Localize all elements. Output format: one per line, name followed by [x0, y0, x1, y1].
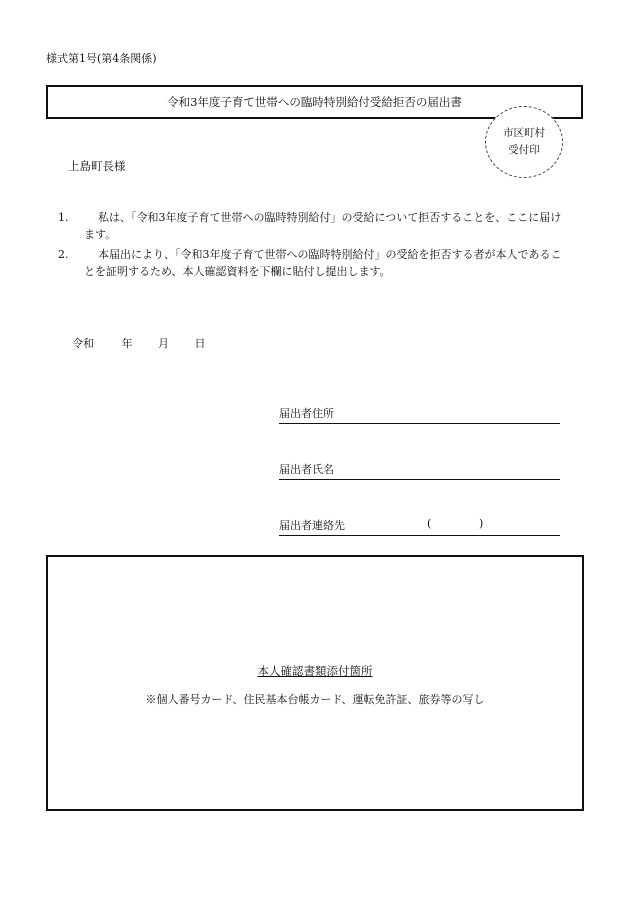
item-text: 私は、「令和3年度子育て世帯への臨時特別給付」の受給について拒否することを、ここに届けます。: [84, 211, 562, 241]
applicant-address-field[interactable]: [279, 405, 560, 424]
contact-close-paren: ): [479, 517, 484, 530]
stamp-line-2: 受付印: [508, 144, 540, 156]
date-day: 日: [194, 337, 206, 350]
id-attachment-heading: [48, 663, 582, 679]
document-title: 令和3年度子育て世帯への臨時特別給付受給拒否の届出書: [167, 95, 462, 109]
applicant-address-label: 届出者住所: [279, 407, 334, 420]
applicant-name-label: 届出者氏名: [279, 463, 334, 476]
item-text: 本届出により、「令和3年度子育て世帯への臨時特別給付」の受給を拒否する者が本人であることを証明するため、本人確認資料を下欄に貼付し提出します。: [84, 248, 562, 278]
statement-item-1: [58, 209, 562, 243]
addressee: 上島町長様: [68, 159, 126, 173]
form-number: 様式第1号(第4条関係): [46, 52, 157, 65]
date-month: 月: [158, 337, 169, 350]
statement-item-2: [58, 246, 562, 280]
item-number: 2.: [58, 248, 69, 261]
item-number: 1.: [58, 211, 69, 224]
id-attachment-note: ※個人番号カード、住民基本台帳カード、運転免許証、旅券等の写し: [145, 693, 485, 706]
date-year: 年: [121, 337, 133, 350]
applicant-name-field[interactable]: [279, 461, 560, 480]
applicant-contact-field[interactable]: [279, 517, 560, 536]
applicant-contact-label: 届出者連絡先: [279, 519, 345, 532]
reception-stamp-area: [485, 106, 563, 178]
id-attachment-heading-text: 本人確認書類添付箇所: [257, 664, 373, 678]
stamp-line-1: 市区町村: [503, 127, 545, 139]
date-line: [72, 335, 206, 351]
contact-open-paren: (: [427, 517, 432, 530]
id-document-attachment-box: [46, 555, 584, 811]
date-era: 令和: [72, 337, 94, 350]
